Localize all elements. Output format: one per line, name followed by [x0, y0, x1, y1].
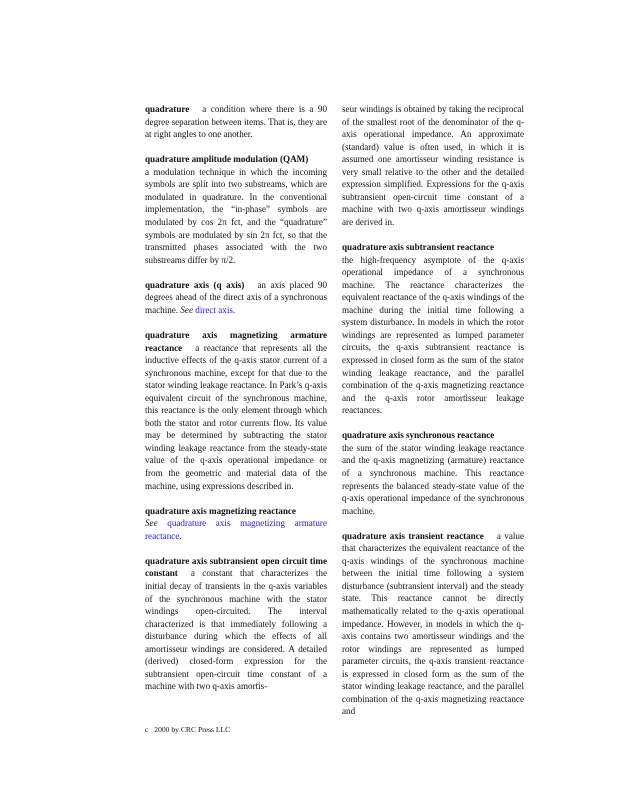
entry-continuation	[342, 103, 524, 228]
entry-definition: a value that characterizes the equivalent reactance of the q-axis windings of the synchronous machine between the initial time following a system disturbance (subtransient interval) and the steady state. This reactance cannot be directly mathematically related to the q-axis operational impedance. However, in models in which the q-axis contains two amortisseur windings and the rotor windings are represented as lumped parameter circuits, the q-axis transient reactance is expressed in closed form as the sum of the stator winding leakage reactance, and the parallel combination of the q-axis magnetizing reactance and	[342, 530, 524, 717]
entry-definition: the high-frequency asymptote of the q-axis operational impedance of a synchronous machine. The reactance characterizes the equivalent reactance of the q-axis windings of the machine during the initial time following a system disturbance. In models in which the rotor windings are represented as lumped parameter circuits, the q-axis subtransient reactance is expressed in closed form as the sum of the stator winding leakage reactance, and the parallel combination of the q-axis magnetizing reactance and the q-axis rotor amortisseur leakage reactances.	[342, 254, 524, 416]
entry-definition: a reactance that represents all the inductive effects of the q-axis stator current of a synchronous machine, except for that due to the stator winding leakage reactance. In Park’s q-axis equivalent circuit of the synchronous machine, this reactance is the only element through which both the stator and rotor currents flow. Its value may be determined by subtracting the stator winding leakage reactance from the steady-state value of the q-axis operational impedance or from the geometric and material data of the machine, using expressions described in.	[145, 342, 327, 491]
entry-definition: a constant that characterizes the initial decay of transients in the q-axis variables of the synchronous machine with the stator windings open-circuited. The interval characterized is that immediately following a disturbance during which the effects of all amortisseur windings are considered. A detailed (derived) closed-form expression for the subtransient open-circuit time constant of a machine with two q-axis amortis-	[145, 568, 327, 692]
entry-q-axis-magnetizing-armature-reactance	[145, 329, 327, 492]
entry-quadrature	[145, 103, 327, 141]
entry-term: quadrature axis synchronous reactance	[342, 430, 495, 441]
entry-definition: a modulation technique in which the incoming symbols are split into two substreams, which are modulated in quadrature. In the conventional implementation, the “in-phase” symbols are modulated by cos 2π fсt, and the “quadrature” symbols are modulated by sin 2π fсt, so that the transmitted phases associated with the two substreams differ by π/2.	[145, 166, 327, 265]
cross-reference-link[interactable]: direct axis.	[195, 304, 236, 315]
entry-q-axis-synchronous-reactance	[342, 429, 524, 517]
entry-qam	[145, 153, 327, 266]
cross-reference-link[interactable]: quadrature axis magnetizing armature reactance.	[145, 518, 327, 541]
see-label: See	[145, 518, 158, 529]
entry-q-axis-subtransient-reactance	[342, 241, 524, 417]
entry-q-axis-transient-reactance	[342, 530, 524, 718]
entry-term: quadrature axis subtransient reactance	[342, 242, 494, 253]
entry-term: quadrature axis subtransient open circuit time constant	[145, 555, 327, 579]
entry-q-axis-magnetizing-reactance	[145, 505, 327, 543]
entry-term: quadrature	[145, 104, 190, 114]
entry-term: quadrature amplitude modulation (QAM)	[145, 154, 309, 165]
entry-definition: an axis placed 90 degrees ahead of the direct axis of a synchronous machine.	[145, 279, 327, 315]
see-label: See	[180, 304, 193, 315]
entry-term: quadrature axis (q axis)	[145, 279, 245, 290]
entry-q-axis-subtransient-open-circuit-time-constant	[145, 555, 327, 693]
entry-definition: seur windings is obtained by taking the reciprocal of the smallest root of the denominator of the q-axis operational impedance. An approximate (standard) value is often used, in which it is assumed one amortisseur winding resistance is very small relative to the other and the detailed expression simplified. Expressions for the q-axis subtransient open-circuit time constant of a machine with two q-axis amortisseur windings are derived in.	[342, 104, 524, 227]
copyright-footer: c⃝2000 by CRC Press LLC	[145, 725, 231, 734]
entry-term: quadrature axis magnetizing reactance	[145, 505, 296, 516]
entry-q-axis	[145, 279, 327, 317]
left-column	[145, 103, 327, 706]
entry-term: quadrature axis transient reactance	[342, 530, 484, 541]
entry-term: quadrature axis magnetizing armature reactance	[145, 329, 327, 353]
right-column	[342, 103, 524, 731]
entry-definition: the sum of the stator winding leakage reactance and the q-axis magnetizing (armature) reactance of a synchronous machine. This reactance represents the balanced steady-state value of the q-axis operational impedance of the synchronous machine.	[342, 442, 524, 516]
entry-definition: a condition where there is a 90 degree separation between items. That is, they are at right angles to one another.	[145, 104, 327, 140]
